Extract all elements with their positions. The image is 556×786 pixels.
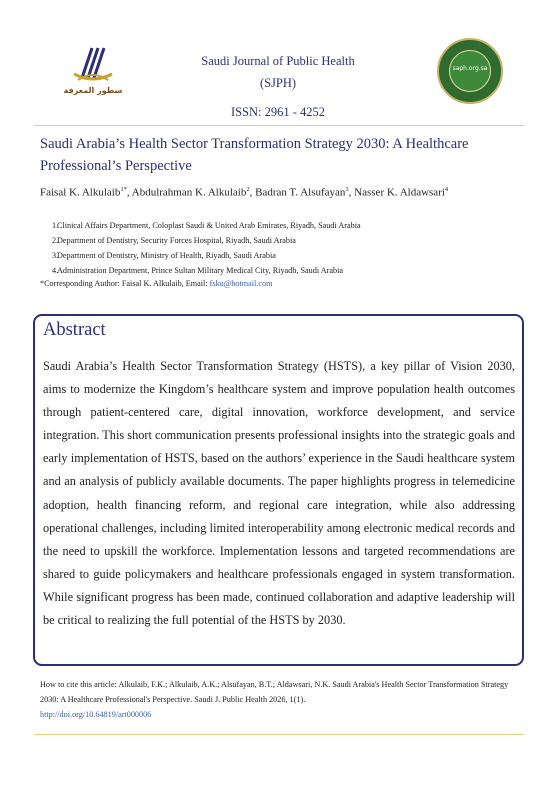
- publisher-logo-icon: [68, 44, 118, 84]
- journal-abbreviation: (SJPH): [259, 76, 297, 90]
- citation-block: [40, 677, 526, 722]
- author-name: Nasser K. Aldawsari: [354, 186, 445, 199]
- journal-issn: ISSN: 2961 - 4252: [230, 105, 326, 119]
- author-name: Faisal K. Alkulaib: [40, 186, 121, 199]
- author-list: Faisal K. Alkulaib$^{1*}$, Abdulrahman K. Alkulaib$^2$, Badran T. Alsufayan$^3$, Nasser K. Aldawsari$^4$: [40, 186, 449, 199]
- corresponding-email-link[interactable]: fsku@hotmail.com: [209, 279, 273, 288]
- affiliation-number: 1.: [52, 221, 59, 230]
- corresponding-author: [40, 279, 272, 288]
- publisher-logo-text: سطور المعرفة: [63, 86, 123, 95]
- author-affiliation-mark: 3: [345, 186, 349, 193]
- affiliation-item: [40, 248, 526, 263]
- affiliation-number: 2.: [52, 236, 59, 245]
- society-seal-logo: [437, 38, 503, 104]
- affiliation-text: Administration Department, Prince Sultan Military Medical City, Riyadh, Saudi Arabia: [57, 266, 343, 275]
- author-name: Abdulrahman K. Alkulaib: [131, 186, 247, 199]
- page-header: [0, 0, 556, 125]
- citation-text: How to cite this article: Alkulaib, F.K.; Alkulaib, A.K.; Alsufayan, B.T.; Aldawsari, N.K. Saudi Arabia's Health Sector Transformation Strategy 2030: A Healthcare Professional's Perspective. Saudi J. Public Health 2026, 1(1).: [40, 680, 509, 704]
- doi-link[interactable]: http://doi.org/10.64819/art000006: [40, 710, 152, 719]
- affiliation-text: Clinical Affairs Department, Coloplast Saudi & United Arab Emirates, Riyadh, Saudi Arabia: [57, 221, 361, 230]
- journal-name: Saudi Journal of Public Health: [201, 54, 355, 68]
- paper-title: Saudi Arabia’s Health Sector Transformation Strategy 2030: A Healthcare Professional’s Perspective: [40, 136, 469, 174]
- seal-logo-text: saph.org.sa: [452, 65, 488, 72]
- header-divider: [34, 125, 524, 126]
- affiliation-number: 4.: [52, 266, 59, 275]
- author-affiliation-mark: 4: [444, 186, 449, 193]
- abstract-body: Saudi Arabia’s Health Sector Transformation Strategy (HSTS), a key pillar of Vision 2030, aims to modernize the Kingdom’s healthcare system and improve population health outcomes through patient-centered care, digital innovation, workforce development, and service integration. This short communication presents professional insights into the strategic goals and early implementation of HSTS, based on the authors’ experience in the Saudi healthcare system and an analysis of publicly available documents. The paper highlights progress in telemedicine adoption, health financing reform, and regional care integration, while also addressing operational challenges, including limited interoperability among electronic medical records and the need to upskill the workforce. Implementation lessons and targeted recommendations are shared to guide policymakers and healthcare professionals engaged in system transformation. While significant progress has been made, continued collaboration and adaptive leadership will be critical to realizing the full potential of the HSTS by 2030.: [43, 359, 515, 628]
- abstract-heading: Abstract: [43, 320, 106, 340]
- affiliation-text: Department of Dentistry, Security Forces Hospital, Riyadh, Saudi Arabia: [57, 236, 296, 245]
- corresponding-label: *Corresponding Author: Faisal K. Alkulaib, Email:: [40, 279, 210, 288]
- affiliation-number: 3.: [52, 251, 59, 260]
- affiliation-item: [40, 218, 526, 233]
- affiliation-list: [40, 218, 526, 278]
- author-name: Badran T. Alsufayan: [255, 186, 346, 199]
- author-affiliation-mark: 2: [246, 186, 250, 193]
- affiliation-item: [40, 233, 526, 248]
- author-affiliation-mark: 1*: [120, 186, 127, 193]
- publisher-logo: [58, 44, 128, 100]
- affiliation-text: Department of Dentistry, Ministry of Health, Riyadh, Saudi Arabia: [57, 251, 276, 260]
- footer-divider: [34, 734, 524, 735]
- affiliation-item: [40, 263, 526, 278]
